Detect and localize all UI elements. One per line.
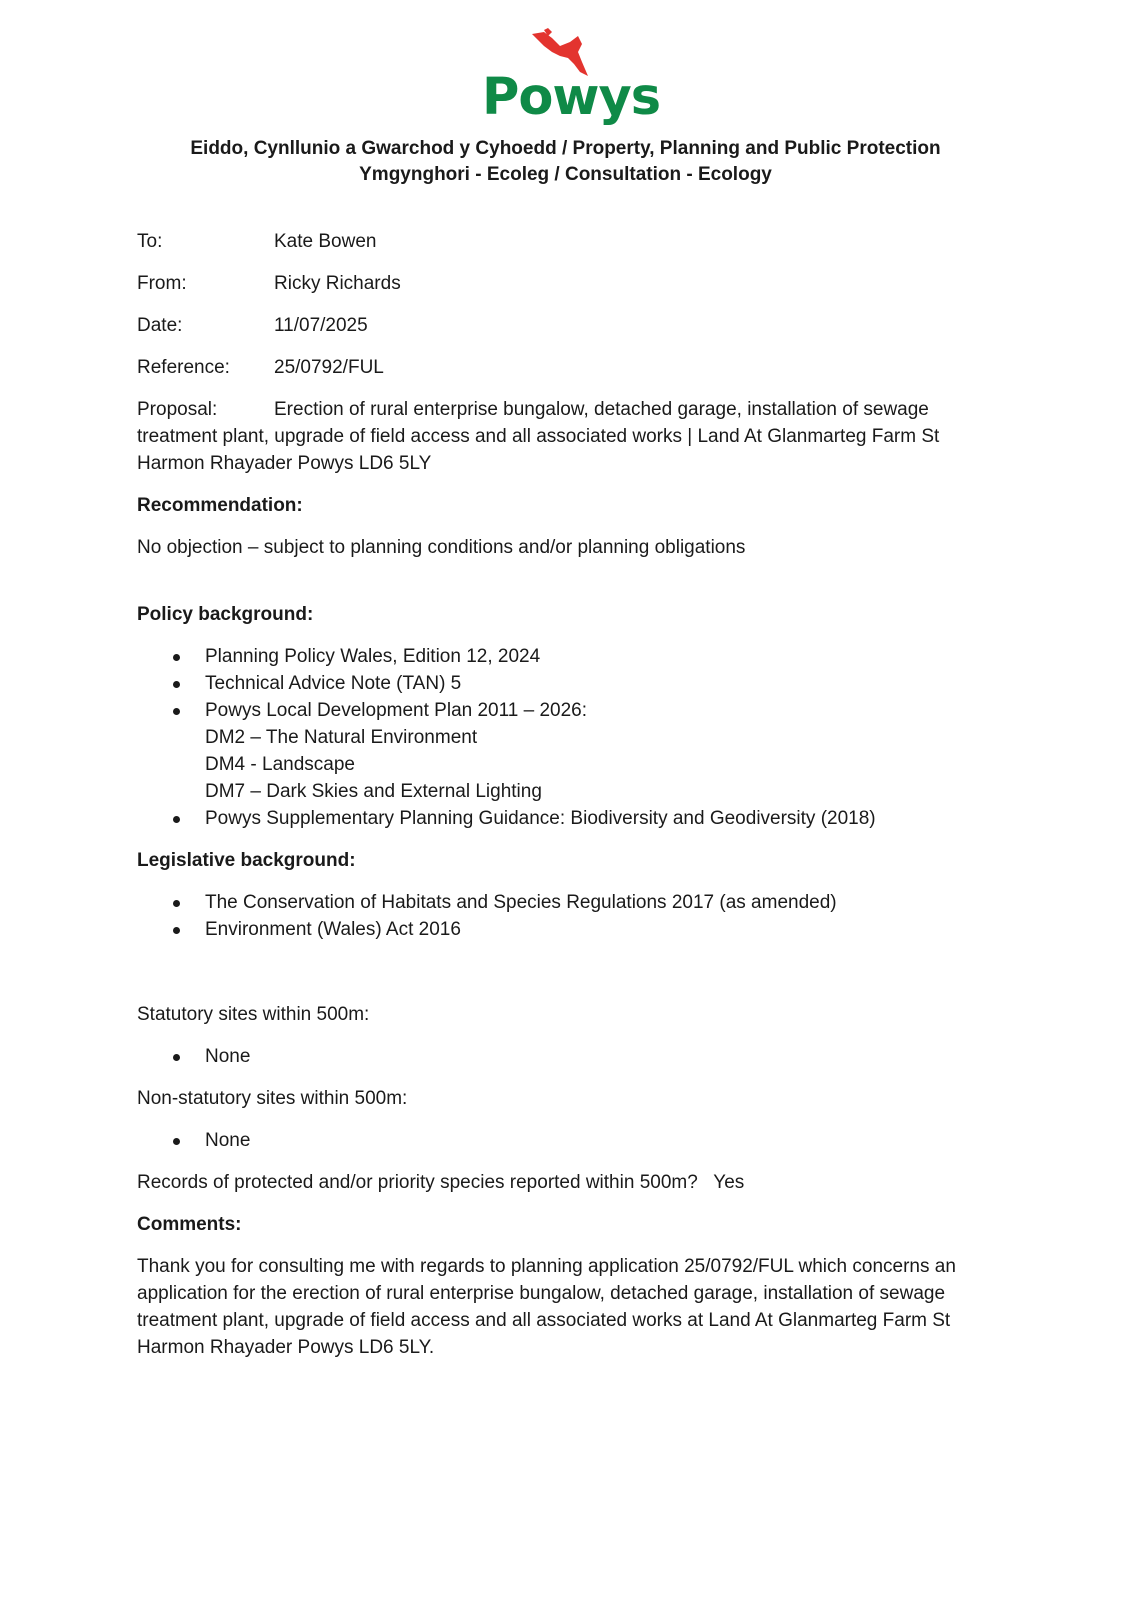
reference-row — [137, 354, 1007, 381]
legislative-item-text: The Conservation of Habitats and Species Regulations 2017 (as amended) — [205, 892, 837, 913]
nonstatutory-sites-list — [137, 1127, 1007, 1154]
policy-item-text: Technical Advice Note (TAN) 5 — [205, 673, 462, 694]
list-item — [137, 1127, 1007, 1154]
header-line-1: Eiddo, Cynllunio a Gwarchod y Cyhoedd / Property, Planning and Public Protection — [190, 138, 941, 159]
proposal-row — [137, 396, 1007, 477]
bullet-icon — [173, 654, 180, 661]
to-value: Kate Bowen — [274, 231, 377, 252]
ldp-policy-dm7: DM7 – Dark Skies and External Lighting — [205, 781, 542, 802]
list-item — [137, 643, 1007, 670]
bullet-icon — [173, 1054, 180, 1061]
memo-body — [137, 228, 1007, 1376]
legislative-heading: Legislative background: — [137, 850, 356, 871]
list-item — [137, 805, 1007, 832]
legislative-list — [137, 889, 1007, 943]
policy-list — [137, 643, 1007, 832]
statutory-sites-list — [137, 1043, 1007, 1070]
bullet-icon — [173, 900, 180, 907]
legislative-item-text: Environment (Wales) Act 2016 — [205, 919, 461, 940]
list-item — [137, 697, 1007, 805]
reference-label: Reference: — [137, 357, 230, 378]
from-label: From: — [137, 273, 187, 294]
ldp-policy-dm2: DM2 – The Natural Environment — [205, 727, 478, 748]
policy-heading: Policy background: — [137, 604, 314, 625]
to-row — [137, 228, 1007, 255]
bullet-icon — [173, 1138, 180, 1145]
bullet-icon — [173, 816, 180, 823]
powys-logo — [482, 28, 661, 134]
list-item — [137, 889, 1007, 916]
document-header — [100, 136, 1031, 188]
species-records-text: Records of protected and/or priority species reported within 500m? Yes — [137, 1172, 745, 1193]
date-label: Date: — [137, 315, 183, 336]
date-value: 11/07/2025 — [274, 315, 368, 336]
policy-item-text: Planning Policy Wales, Edition 12, 2024 — [205, 646, 541, 667]
proposal-text-first: Erection of rural enterprise bungalow, detached garage, installation of sewage — [274, 399, 929, 420]
to-label: To: — [137, 231, 163, 252]
nonstatutory-sites-label: Non-statutory sites within 500m: — [137, 1088, 408, 1109]
nonstatutory-site-text: None — [205, 1130, 251, 1151]
bullet-icon — [173, 708, 180, 715]
bullet-icon — [173, 927, 180, 934]
date-row — [137, 312, 1007, 339]
powys-wordmark: Powys — [482, 68, 661, 127]
proposal-text-rest: treatment plant, upgrade of field access and all associated works | Land At Glanmarteg Farm St Harmon Rhayader Powys LD6 5LY — [137, 426, 940, 474]
list-item — [137, 916, 1007, 943]
comments-text: Thank you for consulting me with regards to planning application 25/0792/FUL which concerns an application for the erection of rural enterprise bungalow, detached garage, installation of sewage treatment plant, upgrade of field access and all associated works at Land At Glanmarteg Farm St Harmon Rhayader Powys LD6 5LY. — [137, 1256, 956, 1358]
bullet-icon — [173, 681, 180, 688]
list-item — [137, 670, 1007, 697]
list-item — [137, 1043, 1007, 1070]
proposal-label: Proposal: — [137, 399, 218, 420]
from-value: Ricky Richards — [274, 273, 401, 294]
statutory-sites-label: Statutory sites within 500m: — [137, 1004, 370, 1025]
ldp-policy-dm4: DM4 - Landscape — [205, 754, 355, 775]
reference-value: 25/0792/FUL — [274, 357, 384, 378]
recommendation-heading: Recommendation: — [137, 495, 303, 516]
policy-item-text: Powys Local Development Plan 2011 – 2026: — [205, 700, 588, 721]
policy-item-text: Powys Supplementary Planning Guidance: Biodiversity and Geodiversity (2018) — [205, 808, 876, 829]
recommendation-text: No objection – subject to planning conditions and/or planning obligations — [137, 537, 746, 558]
comments-heading: Comments: — [137, 1214, 242, 1235]
statutory-site-text: None — [205, 1046, 251, 1067]
from-row — [137, 270, 1007, 297]
header-line-2: Ymgynghori - Ecoleg / Consultation - Ecology — [359, 164, 772, 185]
